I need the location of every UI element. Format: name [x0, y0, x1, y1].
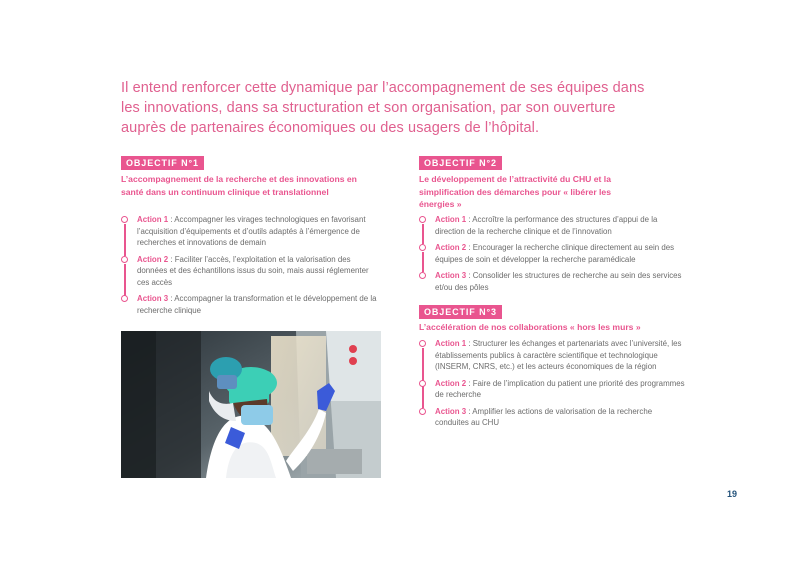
action-name: Action 3 [435, 406, 467, 416]
bullet-circle-icon [121, 216, 128, 223]
action-text: : Structurer les échanges et partenariats avec l’université, les établissements publics à caractère scientifique et technologique (INSERM, CNRS, etc.) et les acteurs économiques de la région [435, 339, 682, 371]
action-name: Action 3 [435, 271, 467, 280]
page-number: 19 [727, 489, 738, 499]
action-name: Action 1 [435, 339, 467, 348]
action-text: : Faciliter l’accès, l’exploitation et la valorisation des données et des échantillons issus du soin, mais aussi réglementer ces accès [137, 254, 369, 287]
action-text: : Accompagner les virages technologiques en favorisant l’acquisition d’équipements et d’outils adaptés à l’émergence de recherches et innovations de demain [137, 215, 366, 247]
timeline-connector [422, 224, 423, 244]
objective-2-action-3 [419, 270, 687, 293]
action-text: : Accroître la performance des structures d’appui de la direction de la recherche clinique et de l’innovation [435, 215, 658, 236]
objective-1-actions [121, 214, 383, 321]
objective-1-tag: OBJECTIF N°1 [121, 156, 204, 170]
objective-3-action-2 [419, 378, 687, 401]
objective-1-action-2 [121, 254, 383, 289]
action-name: Action 2 [137, 254, 169, 264]
action-name: Action 1 [435, 215, 467, 224]
timeline-connector [422, 388, 423, 408]
objective-2-title: Le développement de l’attractivité du CHU et la simplification des démarches pour « libérer les énergies » [419, 174, 611, 209]
bullet-circle-icon [121, 256, 128, 263]
action-text: : Amplifier les actions de valorisation de la recherche conduites au CHU [435, 406, 653, 427]
objective-1-action-3 [121, 293, 383, 316]
action-name: Action 2 [435, 243, 467, 252]
bullet-circle-icon [419, 380, 426, 387]
objective-2-action-2 [419, 242, 687, 265]
objective-2-tag: OBJECTIF N°2 [419, 156, 502, 170]
bullet-circle-icon [419, 408, 426, 415]
action-name: Action 1 [137, 215, 169, 224]
bullet-circle-icon [419, 272, 426, 279]
objective-1-title: L’accompagnement de la recherche et des innovations en santé dans un continuum clinique et translationnel [121, 174, 357, 197]
objective-3-action-3 [419, 406, 687, 429]
action-text: : Accompagner la transformation et le développement de la recherche clinique [137, 294, 377, 315]
action-name: Action 3 [137, 294, 169, 303]
action-text: : Faire de l’implication du patient une priorité des programmes de recherche [435, 378, 685, 399]
lab-researchers-photo [121, 331, 381, 478]
objective-3-title: L’accélération de nos collaborations « hors les murs » [419, 322, 641, 332]
objective-1-action-1 [121, 214, 383, 249]
bullet-circle-icon [419, 244, 426, 251]
timeline-connector [422, 252, 423, 272]
objective-3-tag: OBJECTIF N°3 [419, 305, 502, 319]
bullet-circle-icon [419, 340, 426, 347]
bullet-circle-icon [419, 216, 426, 223]
timeline-connector [124, 264, 125, 296]
bullet-circle-icon [121, 295, 128, 302]
objective-3-action-1 [419, 338, 687, 373]
objective-2-action-1 [419, 214, 687, 237]
timeline-connector [124, 224, 125, 256]
action-text: : Consolider les structures de recherche au sein des services et/ou des pôles [435, 271, 682, 292]
intro-paragraph: Il entend renforcer cette dynamique par l’accompagnement de ses équipes dans les innovations, dans sa structuration et son organisation, par son ouverture auprès de partenaires économiques ou des usagers de l’hôpital. [121, 80, 645, 136]
action-name: Action 2 [435, 378, 467, 388]
action-text: : Encourager la recherche clinique directement au sein des équipes de soin et développer la recherche paramédicale [435, 243, 675, 264]
objective-3-actions [419, 338, 687, 434]
objective-2-actions [419, 214, 687, 298]
